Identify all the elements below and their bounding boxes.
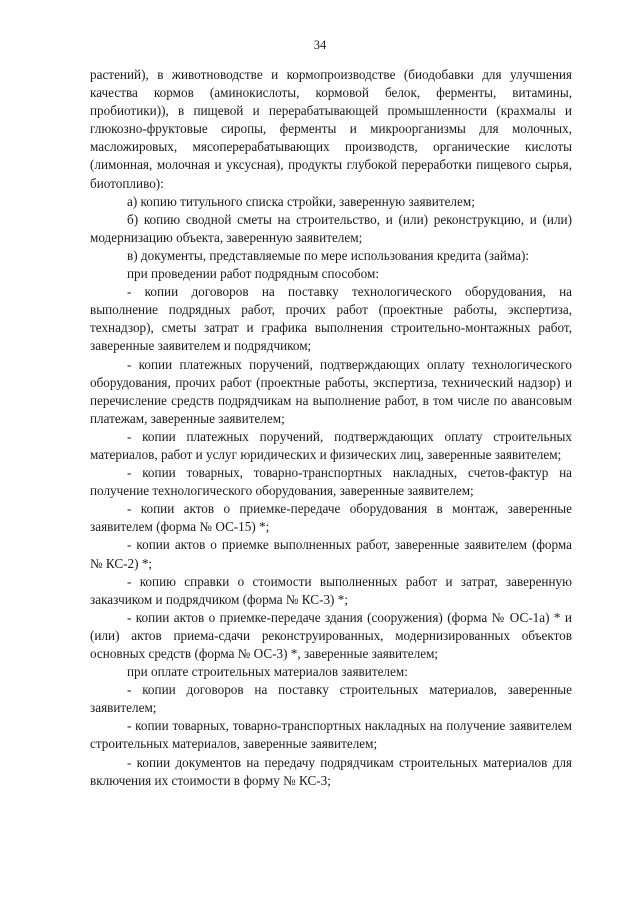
paragraph: растений), в животноводстве и кормопроизводстве (биодобавки для улучшения качества кормов (аминокислоты, кормовой белок, ферменты, витамины, пробиотики)), в пищевой и перерабатывающей промышленности (крахмалы и глюкозно-фруктовые сиропы, ферменты и микроорганизмы для молочных, масложировых, мясоперерабатывающих производств, органические кислоты (лимонная, молочная и уксусная), продукты глубокой переработки пищевого сырья, биотопливо): bbox=[90, 67, 572, 191]
paragraph: при проведении работ подрядным способом: bbox=[127, 266, 379, 282]
list-item: - копии документов на передачу подрядчикам строительных материалов для включения их стоимости в форму № КС-3; bbox=[90, 754, 572, 788]
list-item: - копии актов о приемке выполненных работ, заверенные заявителем (форма № КС-2) *; bbox=[90, 537, 572, 571]
list-item: - копии актов о приемке-передаче здания (сооружения) (форма № ОС-1а) * и (или) актов приема-сдачи реконструированных, модернизированных объектов основных средств (форма № ОС-3) *, заверенные заявителем; bbox=[90, 609, 572, 661]
list-item: - копию справки о стоимости выполненных работ и затрат, заверенную заказчиком и подрядчиком (форма № КС-3) *; bbox=[90, 573, 572, 607]
list-item: - копии актов о приемке-передаче оборудования в монтаж, заверенные заявителем (форма № ОС-15) *; bbox=[90, 501, 572, 535]
paragraph: а) копию титульного списка стройки, заверенную заявителем; bbox=[127, 193, 475, 209]
list-item: - копии договоров на поставку технологического оборудования, на выполнение подрядных работ, прочих работ (проектные работы, экспертиза, технадзор), сметы затрат и графика выполнения строительно-монтажных работ, заверенные заявителем и подрядчиком; bbox=[90, 284, 572, 354]
list-item: - копии договоров на поставку строительных материалов, заверенные заявителем; bbox=[90, 682, 572, 716]
paragraph: б) копию сводной сметы на строительство, и (или) реконструкцию, и (или) модернизацию объекта, заверенную заявителем; bbox=[90, 211, 572, 245]
paragraph: в) документы, представляемые по мере использования кредита (займа): bbox=[127, 247, 530, 263]
list-item: - копии товарных, товарно-транспортных накладных на получение заявителем строительных материалов, заверенные заявителем; bbox=[90, 718, 572, 752]
page-number: 34 bbox=[313, 38, 327, 52]
list-item: - копии товарных, товарно-транспортных накладных, счетов-фактур на получение технологического оборудования, заверенные заявителем; bbox=[90, 465, 572, 499]
list-item: - копии платежных поручений, подтверждающих оплату технологического оборудования, прочих работ (проектные работы, экспертиза, технический надзор) и перечисление средств подрядчикам на выполнение работ, в том числе по авансовым платежам, заверенные заявителем; bbox=[90, 356, 572, 426]
document-body bbox=[90, 66, 572, 790]
list-item: - копии платежных поручений, подтверждающих оплату строительных материалов, работ и услуг юридических и физических лиц, заверенные заявителем; bbox=[90, 428, 572, 462]
paragraph: при оплате строительных материалов заявителем: bbox=[127, 664, 408, 680]
